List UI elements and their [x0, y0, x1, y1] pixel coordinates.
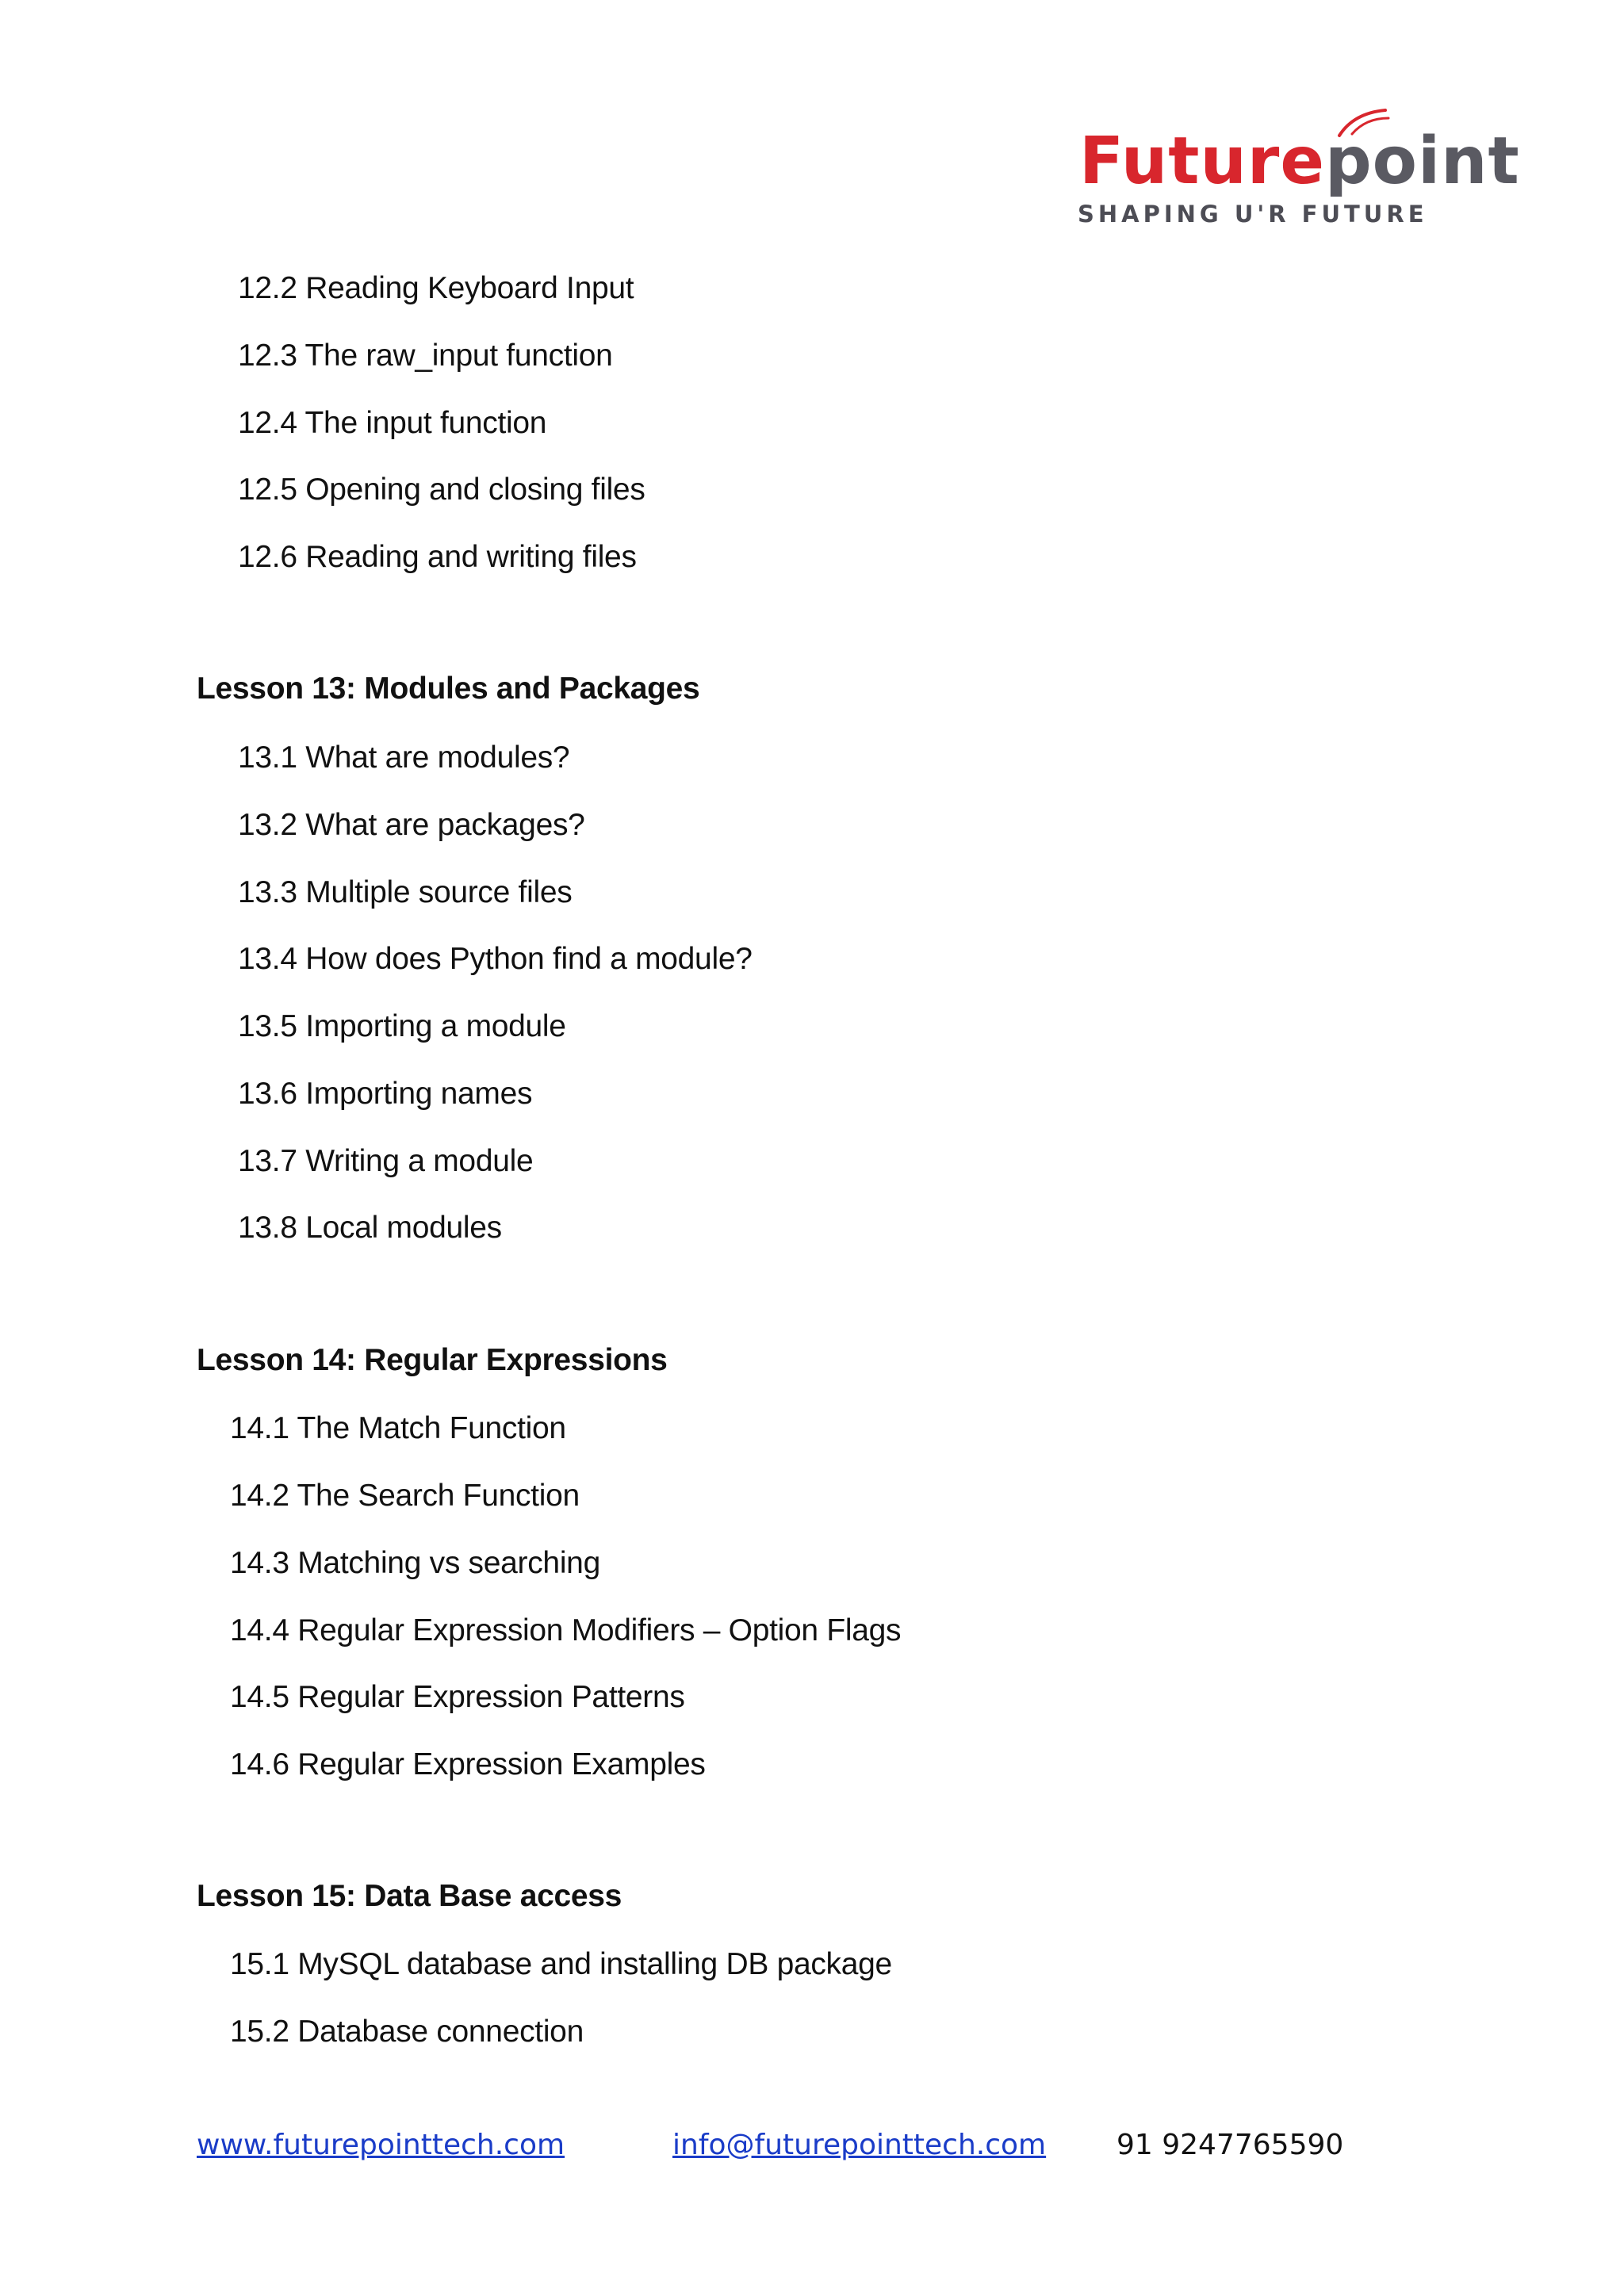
toc-item: 13.6 Importing names — [238, 1077, 533, 1111]
toc-item: 12.2 Reading Keyboard Input — [238, 271, 634, 305]
toc-item: 14.5 Regular Expression Patterns — [230, 1680, 685, 1714]
toc-item: 14.2 The Search Function — [230, 1479, 580, 1513]
website-link[interactable]: www.futurepointtech.com — [197, 2129, 565, 2161]
footer-phone: 91 9247765590 — [1116, 2129, 1344, 2161]
toc-item: 12.4 The input function — [238, 406, 547, 440]
toc-item: 12.5 Opening and closing files — [238, 473, 645, 507]
toc-item: 13.2 What are packages? — [238, 808, 585, 842]
toc-item: 14.3 Matching vs searching — [230, 1546, 600, 1580]
logo-wordmark — [1079, 124, 1520, 199]
lesson-heading: Lesson 13: Modules and Packages — [197, 672, 700, 706]
toc-item: 15.2 Database connection — [230, 2015, 584, 2049]
toc-item: 14.4 Regular Expression Modifiers – Option Flags — [230, 1613, 902, 1647]
footer-email — [672, 2131, 1046, 2160]
toc-item: 12.6 Reading and writing files — [238, 540, 637, 574]
futurepoint-logo — [1074, 107, 1520, 234]
toc-item: 12.3 The raw_input function — [238, 339, 613, 373]
logo-word-future: Future — [1079, 124, 1325, 199]
toc-item: 13.5 Importing a module — [238, 1009, 566, 1043]
logo-tagline: SHAPING U'R FUTURE — [1078, 201, 1428, 228]
logo-word-point: point — [1324, 124, 1520, 199]
lesson-heading: Lesson 15: Data Base access — [197, 1879, 622, 1913]
toc-item: 14.6 Regular Expression Examples — [230, 1747, 706, 1781]
toc-item: 13.1 What are modules? — [238, 740, 570, 775]
email-link[interactable]: info@futurepointtech.com — [672, 2129, 1047, 2161]
toc-item: 14.1 The Match Function — [230, 1411, 566, 1445]
footer-website — [197, 2131, 565, 2160]
toc-item: 13.8 Local modules — [238, 1211, 502, 1245]
toc-item: 13.4 How does Python find a module? — [238, 942, 753, 976]
toc-item: 15.1 MySQL database and installing DB package — [230, 1947, 892, 1981]
toc-item: 13.3 Multiple source files — [238, 875, 573, 909]
toc-item: 13.7 Writing a module — [238, 1144, 534, 1178]
lesson-heading: Lesson 14: Regular Expressions — [197, 1343, 668, 1377]
